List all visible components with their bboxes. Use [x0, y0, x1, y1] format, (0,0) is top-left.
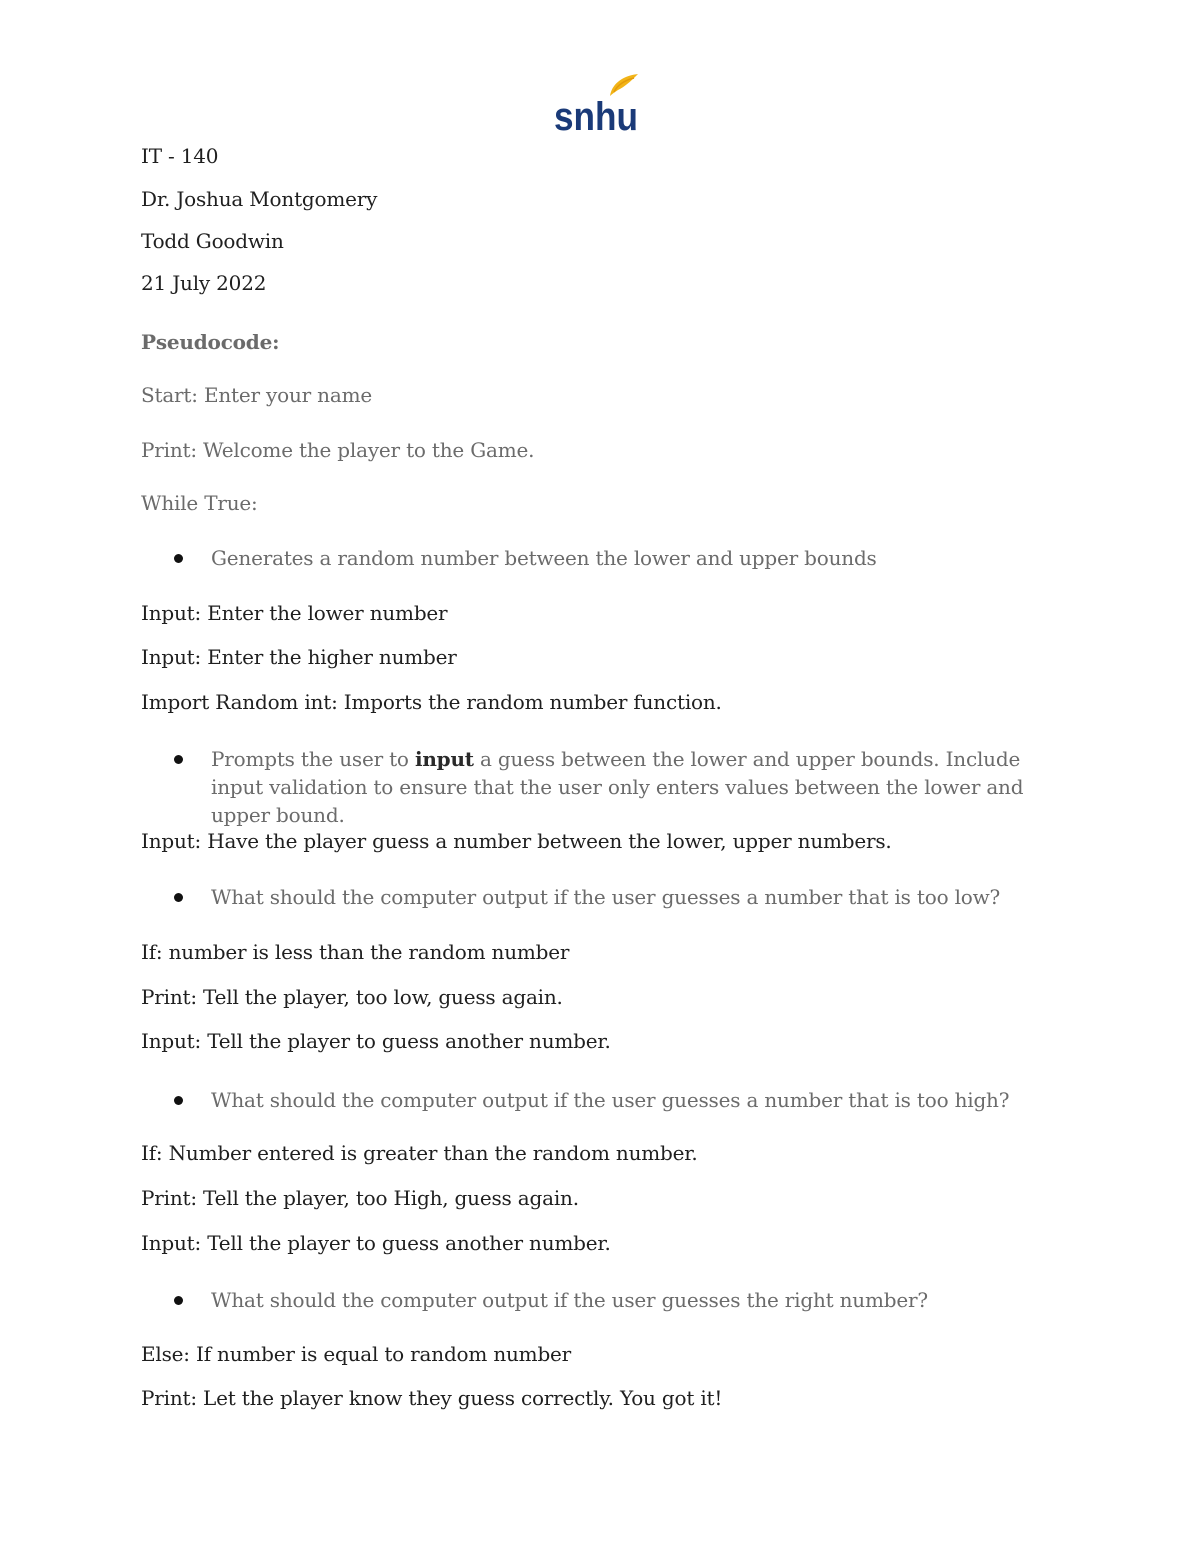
- pseudo-line-input-guess: Input: Have the player guess a number between the lower, upper numbers.: [141, 829, 892, 853]
- pseudo-line-print-high: Print: Tell the player, too High, guess again.: [141, 1186, 579, 1210]
- bullet-icon: [174, 1096, 183, 1105]
- document-date: 21 July 2022: [141, 271, 267, 295]
- bullet-icon: [174, 554, 183, 563]
- bullet-icon: [174, 755, 183, 764]
- bullet-icon: [174, 1296, 183, 1305]
- bullet-text-random: Generates a random number between the lower and upper bounds: [211, 546, 877, 570]
- course-code: IT - 140: [141, 144, 219, 168]
- pseudo-line-input-higher: Input: Enter the higher number: [141, 645, 457, 669]
- pseudo-line-print-win: Print: Let the player know they guess correctly. You got it!: [141, 1386, 723, 1410]
- student-name: Todd Goodwin: [141, 229, 284, 253]
- pseudo-line-if-high: If: Number entered is greater than the random number.: [141, 1141, 698, 1165]
- instructor-name: Dr. Joshua Montgomery: [141, 187, 378, 211]
- bullet-icon: [174, 893, 183, 902]
- bullet-text-too-high: What should the computer output if the user guesses a number that is too high?: [211, 1088, 1010, 1112]
- pseudo-line-start: Start: Enter your name: [141, 383, 372, 407]
- pseudo-line-while: While True:: [141, 491, 258, 515]
- pseudo-line-input-lower: Input: Enter the lower number: [141, 601, 448, 625]
- bullet-text-prompt: Prompts the user to input a guess between the lower and upper bounds. Include input validation to ensure that the user only enters values between the lower and upper bound.: [211, 747, 1024, 827]
- pseudo-line-print-low: Print: Tell the player, too low, guess again.: [141, 985, 563, 1009]
- pseudo-line-input-again-1: Input: Tell the player to guess another number.: [141, 1029, 611, 1053]
- pseudo-line-welcome: Print: Welcome the player to the Game.: [141, 438, 535, 462]
- pseudo-line-input-again-2: Input: Tell the player to guess another number.: [141, 1231, 611, 1255]
- bullet-text-too-low: What should the computer output if the user guesses a number that is too low?: [211, 885, 1001, 909]
- pseudo-line-if-low: If: number is less than the random number: [141, 940, 570, 964]
- logo-text: snhu: [554, 95, 638, 136]
- section-title: Pseudocode:: [141, 330, 280, 354]
- pseudo-line-import: Import Random int: Imports the random number function.: [141, 690, 722, 714]
- bullet-text-right: What should the computer output if the user guesses the right number?: [211, 1288, 928, 1312]
- snhu-logo: [552, 72, 642, 136]
- pseudo-line-else: Else: If number is equal to random number: [141, 1342, 572, 1366]
